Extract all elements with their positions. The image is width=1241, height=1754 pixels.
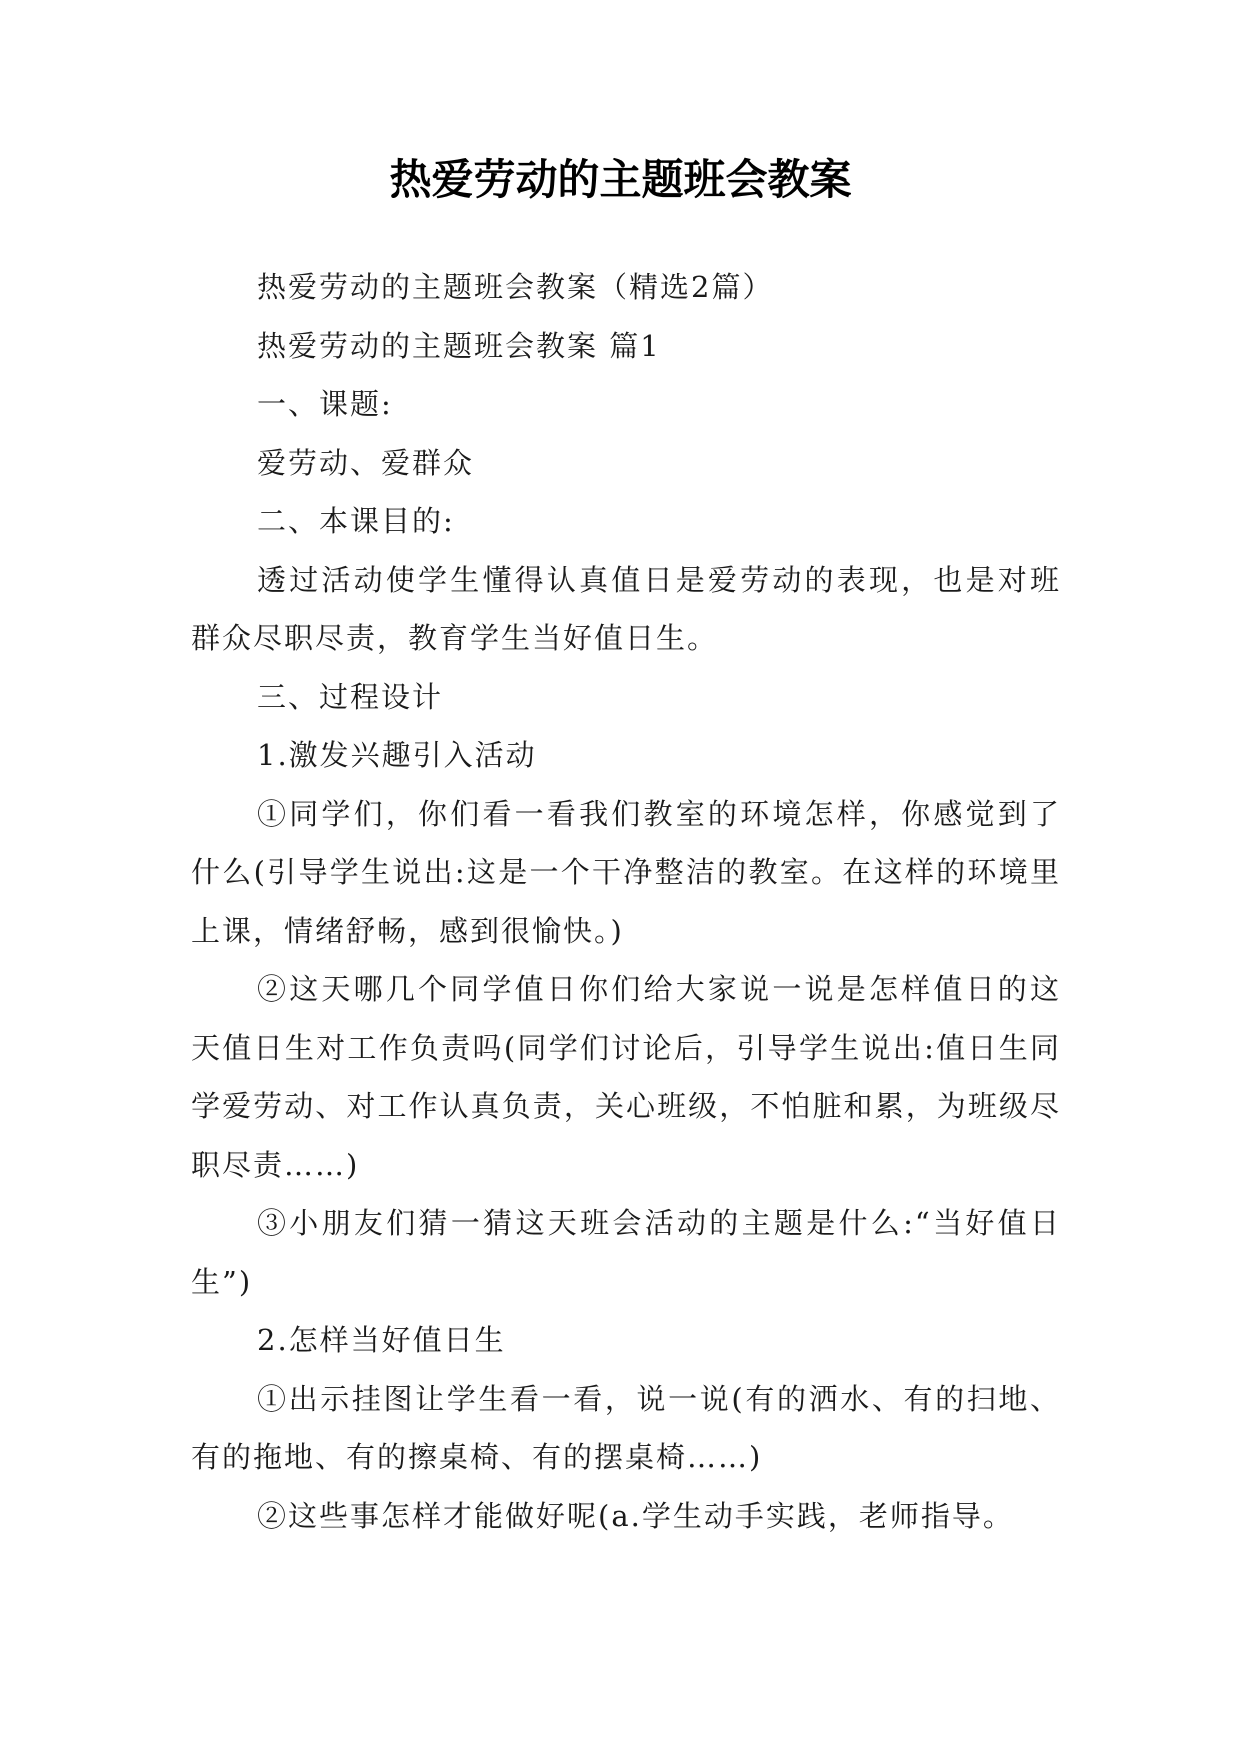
paragraph-topic: 爱劳动、爱群众: [257, 445, 475, 480]
paragraph-subtitle: 热爱劳动的主题班会教案（精选2篇）: [257, 270, 774, 304]
paragraph-step-2-item-1: ①出示挂图让学生看一看，说一说(有的洒水、有的扫地、有的拖地、有的擦桌椅、有的摆桌椅……): [191, 1381, 1061, 1474]
paragraph-topic-label: 一、课题:: [257, 387, 393, 421]
paragraph-section-heading: 热爱劳动的主题班会教案 篇1: [257, 328, 661, 363]
paragraph-step-1: 1.激发兴趣引入活动: [257, 738, 537, 772]
document-body: [191, 258, 1061, 1545]
paragraph-step-2-item-2: ②这些事怎样才能做好呢(a.学生动手实践，老师指导。: [257, 1498, 1014, 1533]
paragraph-process-label: 三、过程设计: [257, 679, 444, 714]
paragraph-step-2: 2.怎样当好值日生: [257, 1323, 506, 1357]
paragraph-step-1-item-1: ①同学们，你们看一看我们教室的环境怎样，你感觉到了什么(引导学生说出:这是一个干净整洁的教室。在这样的环境里上课，情绪舒畅，感到很愉快。): [191, 796, 1061, 948]
paragraph-purpose: 透过活动使学生懂得认真值日是爱劳动的表现，也是对班群众尽职尽责，教育学生当好值日生。: [191, 562, 1061, 655]
paragraph-step-1-item-2: ②这天哪几个同学值日你们给大家说一说是怎样值日的这天值日生对工作负责吗(同学们讨论后，引导学生说出:值日生同学爱劳动、对工作认真负责，关心班级，不怕脏和累，为班级尽职尽责……): [191, 972, 1061, 1182]
document-title: 热爱劳动的主题班会教案: [389, 155, 852, 204]
paragraph-purpose-label: 二、本课目的:: [257, 504, 455, 538]
paragraph-step-1-item-3: ③小朋友们猜一猜这天班会活动的主题是什么:“当好值日生”): [191, 1206, 1061, 1299]
